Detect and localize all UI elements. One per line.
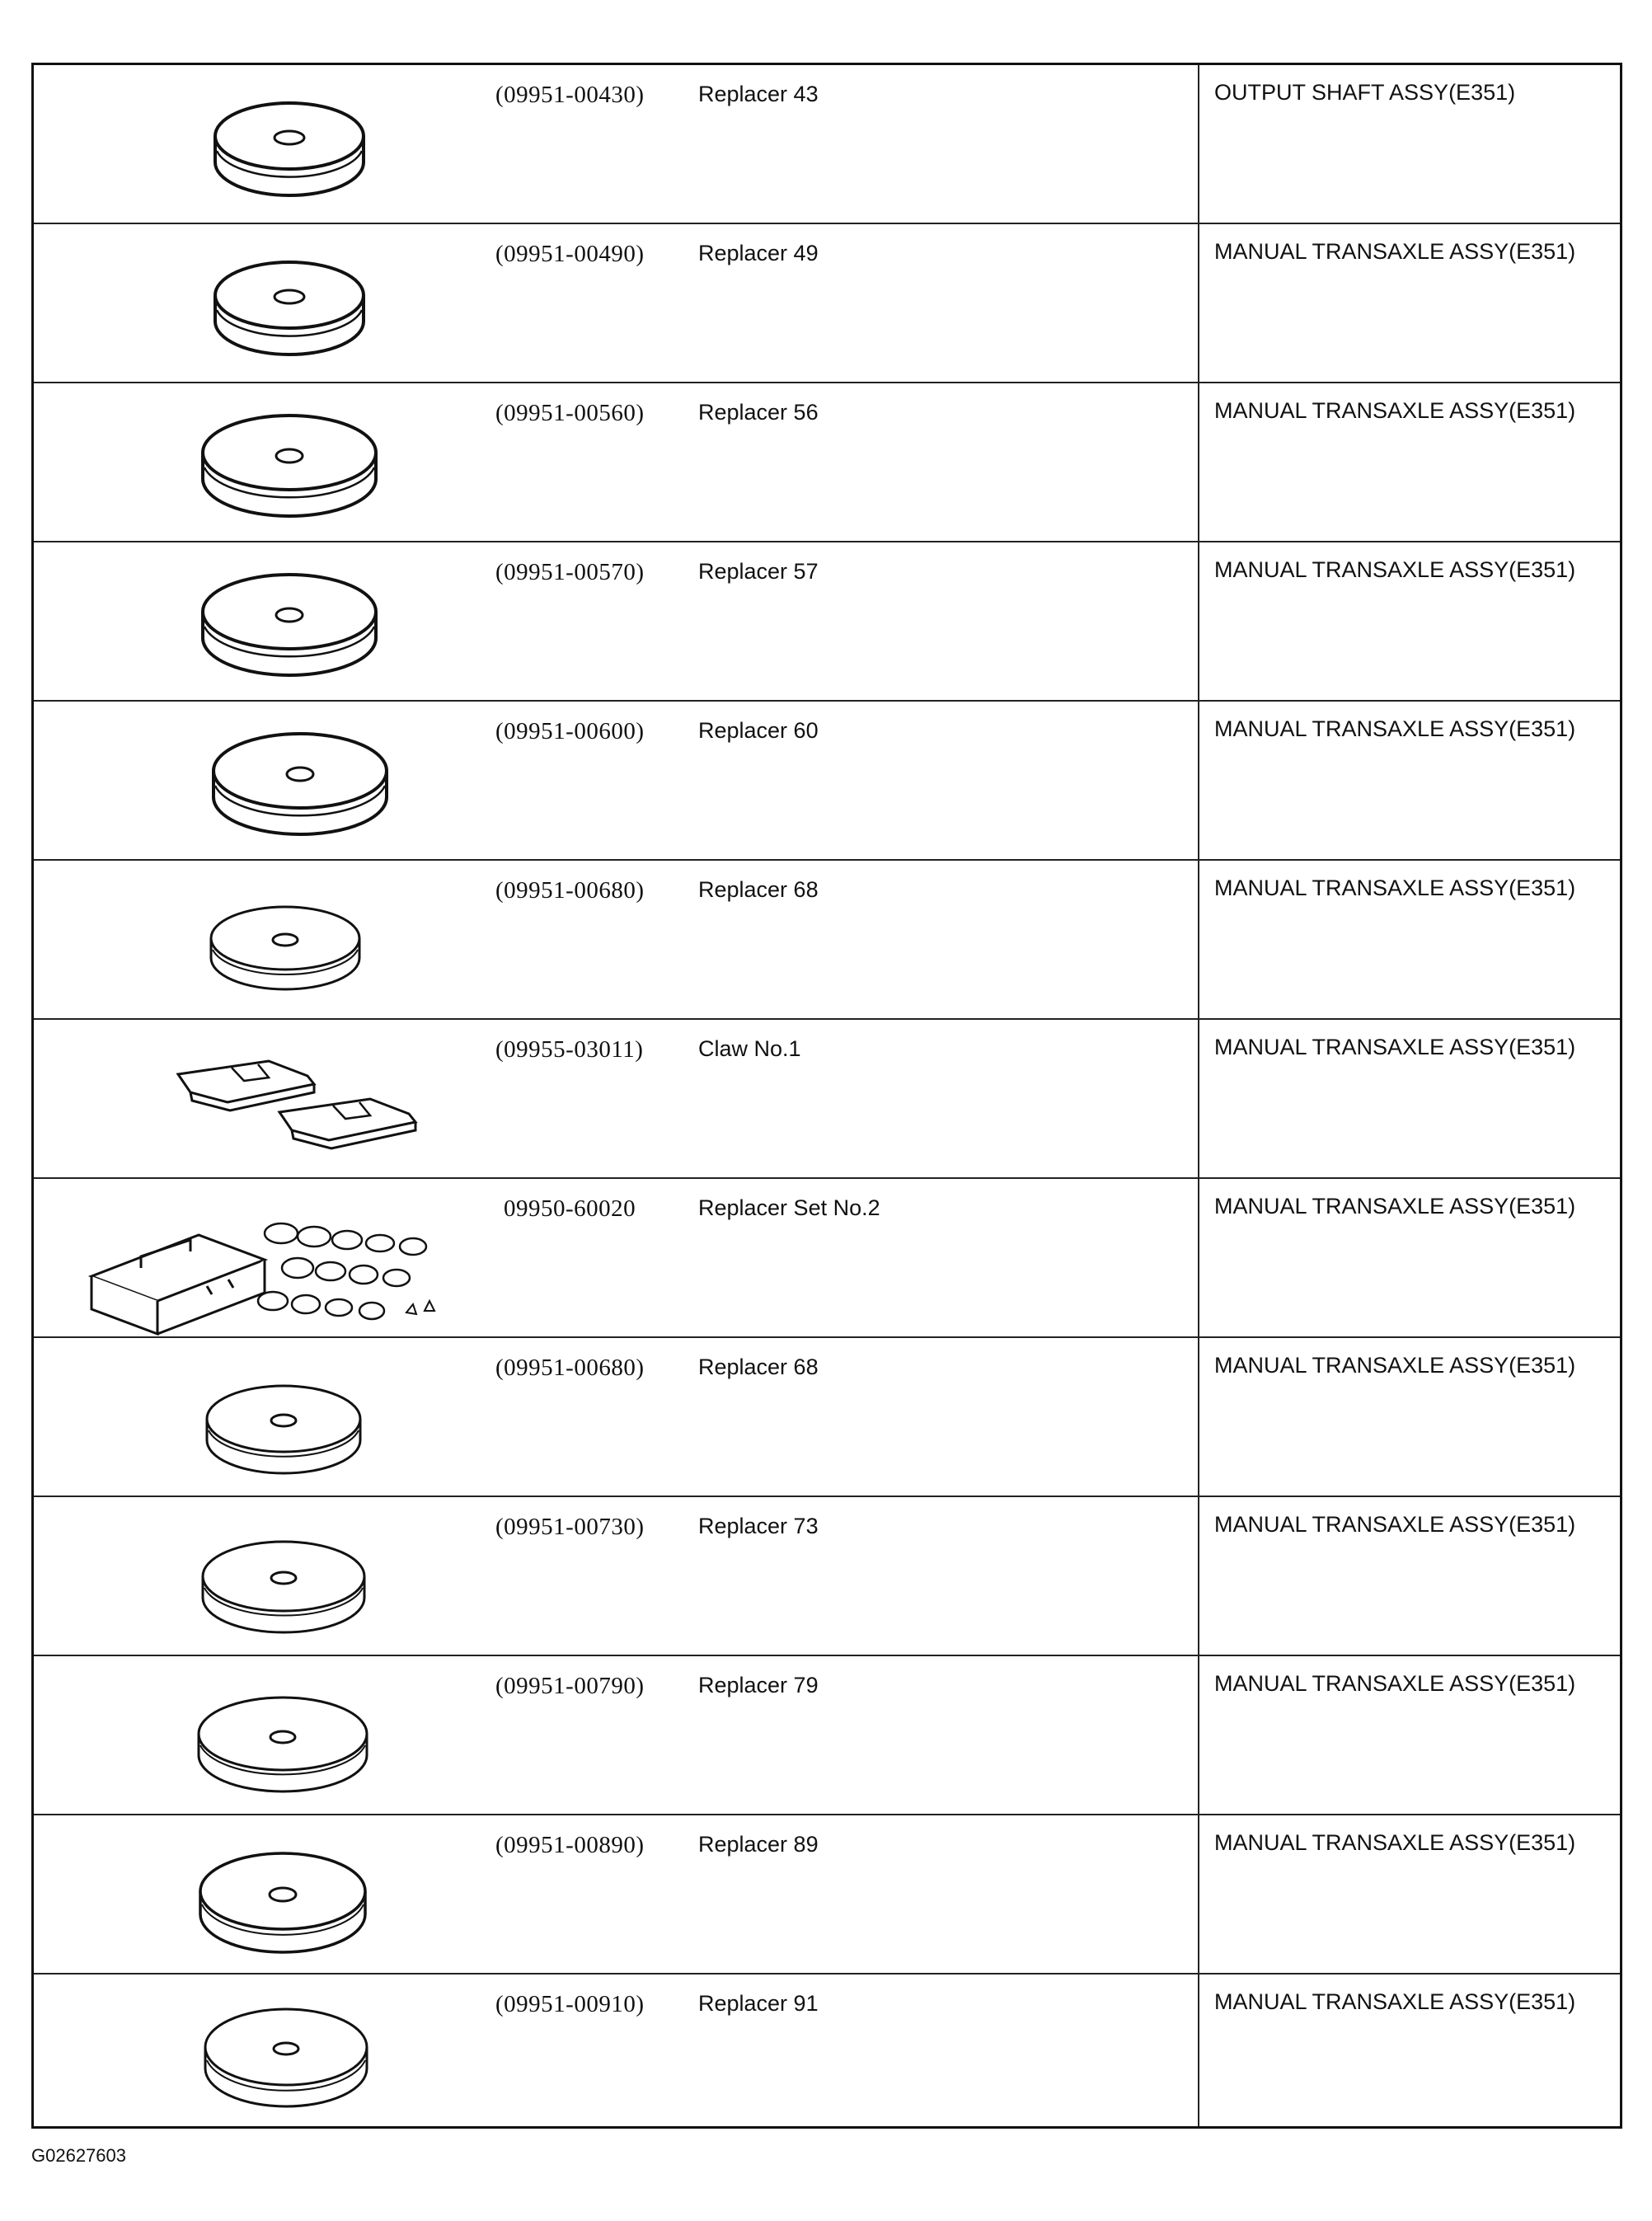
tool-name: Replacer Set No.2 — [698, 1195, 880, 1220]
part-number: (09955-03011) — [495, 1036, 644, 1063]
part-number: 09950-60020 — [504, 1195, 636, 1222]
table-row — [34, 702, 1620, 861]
part-number: (09951-00680) — [495, 1355, 645, 1381]
application: MANUAL TRANSAXLE ASSY(E351) — [1214, 1671, 1576, 1696]
table-row — [34, 65, 1620, 224]
tool-name: Replacer 89 — [698, 1832, 819, 1857]
part-number: (09951-00910) — [495, 1991, 645, 2017]
replacer-disc-icon — [67, 1345, 479, 1491]
table-row — [34, 383, 1620, 542]
replacer-disc-icon — [67, 1822, 479, 1969]
replacer-disc-icon — [67, 1504, 479, 1650]
application: MANUAL TRANSAXLE ASSY(E351) — [1214, 876, 1576, 900]
claw-icon — [67, 1026, 479, 1173]
application: MANUAL TRANSAXLE ASSY(E351) — [1214, 1194, 1576, 1218]
application: MANUAL TRANSAXLE ASSY(E351) — [1214, 1989, 1576, 2014]
table-row — [34, 542, 1620, 702]
tool-name: Replacer 73 — [698, 1514, 819, 1538]
tool-name: Claw No.1 — [698, 1036, 801, 1061]
tool-name: Replacer 56 — [698, 400, 819, 425]
part-number: (09951-00730) — [495, 1514, 645, 1540]
application: MANUAL TRANSAXLE ASSY(E351) — [1214, 1353, 1576, 1378]
application: MANUAL TRANSAXLE ASSY(E351) — [1214, 1035, 1576, 1059]
table-row — [34, 1179, 1620, 1338]
tool-name: Replacer 49 — [698, 241, 819, 265]
tool-name: Replacer 43 — [698, 82, 819, 106]
part-number: (09951-00560) — [495, 400, 645, 426]
application: MANUAL TRANSAXLE ASSY(E351) — [1214, 239, 1576, 264]
application: OUTPUT SHAFT ASSY(E351) — [1214, 80, 1516, 105]
special-tools-table — [31, 63, 1622, 2129]
tool-name: Replacer 60 — [698, 718, 819, 743]
tool-name: Replacer 57 — [698, 559, 819, 584]
replacer-disc-icon — [67, 867, 479, 1014]
table-row — [34, 1020, 1620, 1179]
table-row — [34, 1338, 1620, 1497]
table-row — [34, 1815, 1620, 1974]
replacer-disc-icon — [67, 708, 479, 855]
application: MANUAL TRANSAXLE ASSY(E351) — [1214, 716, 1576, 741]
tool-name: Replacer 68 — [698, 1355, 819, 1379]
application: MANUAL TRANSAXLE ASSY(E351) — [1214, 398, 1576, 423]
replacer-disc-icon — [67, 1981, 479, 2128]
application: MANUAL TRANSAXLE ASSY(E351) — [1214, 1830, 1576, 1855]
part-number: (09951-00570) — [495, 559, 645, 585]
part-number: (09951-00790) — [495, 1673, 645, 1699]
part-number: (09951-00600) — [495, 718, 645, 744]
tool-name: Replacer 91 — [698, 1991, 819, 2016]
replacer-disc-icon — [67, 549, 479, 696]
part-number: (09951-00430) — [495, 82, 645, 108]
tool-name: Replacer 79 — [698, 1673, 819, 1697]
part-number: (09951-00490) — [495, 241, 645, 267]
replacer-disc-icon — [67, 72, 479, 218]
application: MANUAL TRANSAXLE ASSY(E351) — [1214, 1512, 1576, 1537]
table-row — [34, 861, 1620, 1020]
table-row — [34, 1497, 1620, 1656]
table-row — [34, 1656, 1620, 1815]
replacer-disc-icon — [67, 1663, 479, 1810]
replacer-set-icon — [67, 1186, 479, 1332]
part-number: (09951-00890) — [495, 1832, 645, 1858]
figure-id: G02627603 — [31, 2145, 126, 2166]
application: MANUAL TRANSAXLE ASSY(E351) — [1214, 557, 1576, 582]
replacer-disc-icon — [67, 390, 479, 537]
replacer-disc-icon — [67, 231, 479, 378]
tool-name: Replacer 68 — [698, 877, 819, 902]
table-row — [34, 224, 1620, 383]
table-row — [34, 1974, 1620, 2129]
part-number: (09951-00680) — [495, 877, 645, 904]
